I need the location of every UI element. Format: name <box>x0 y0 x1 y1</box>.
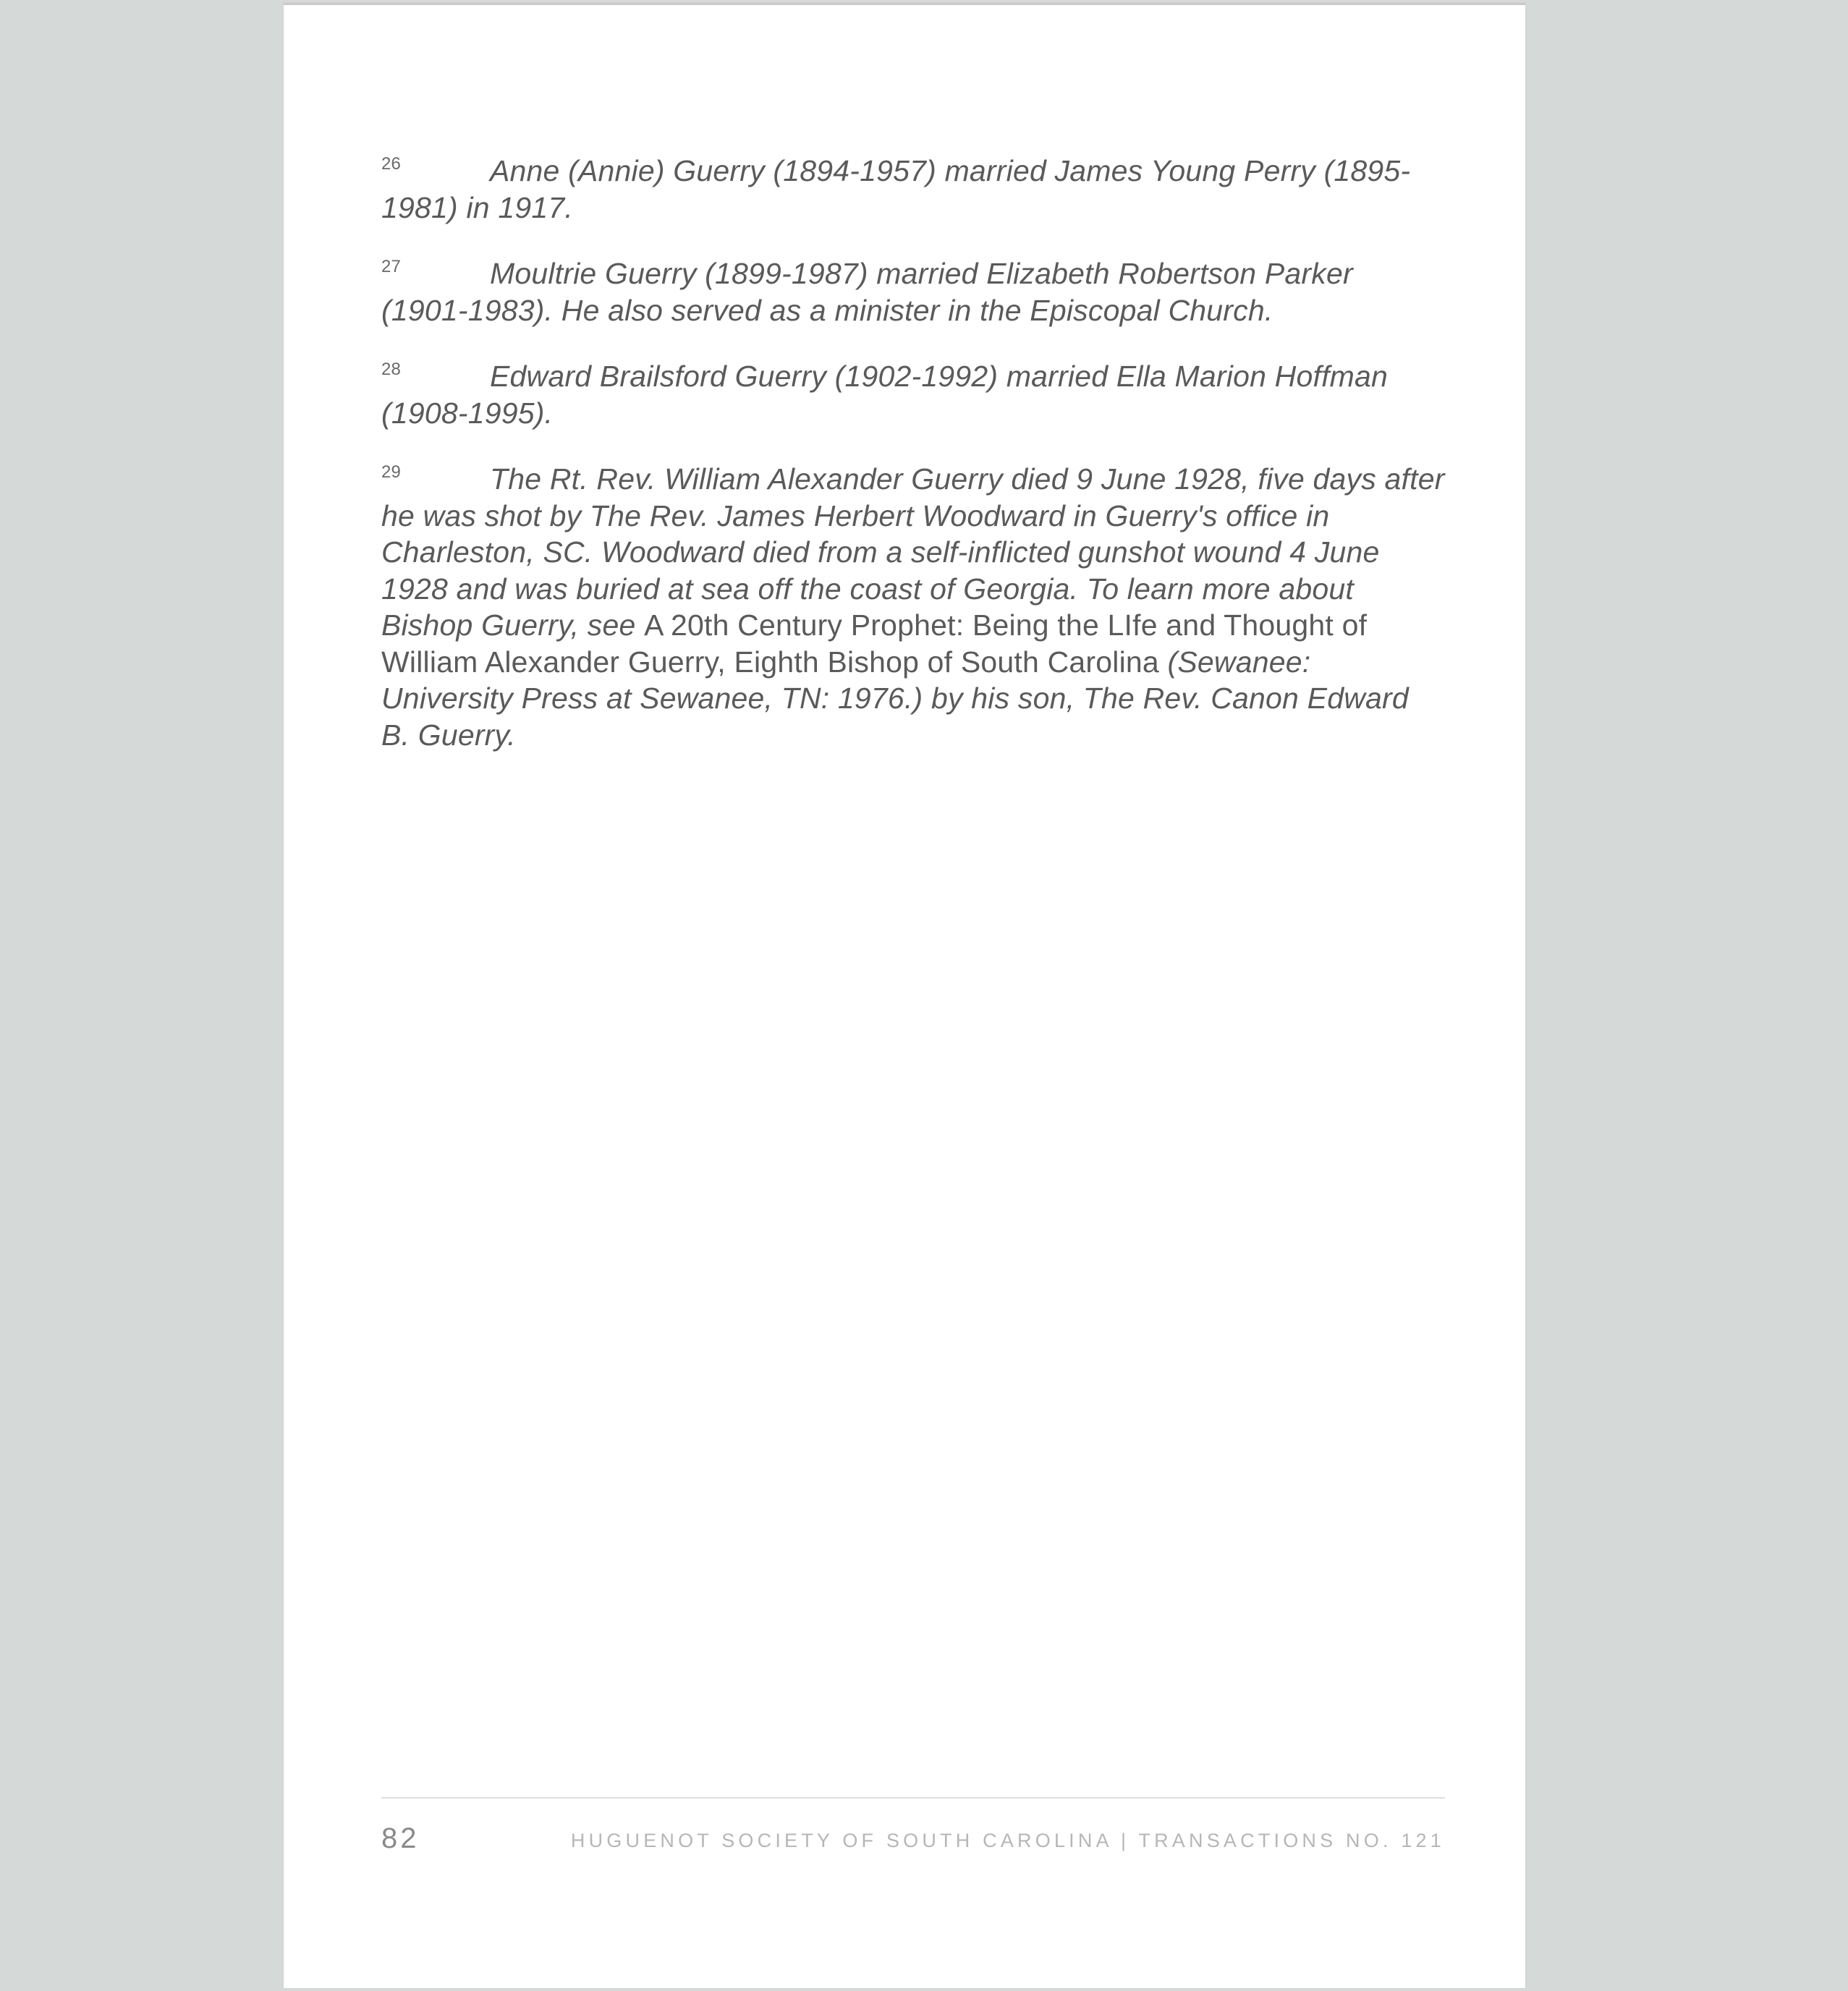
footnote-text-continued: (Sewanee: University Press at Sewanee, TN: 1976.) by his son, The Rev. Canon Edward B. Guerry. <box>381 645 1409 752</box>
page-number: 82 <box>381 1822 420 1854</box>
footnotes-section <box>381 146 1445 776</box>
footnote-27 <box>381 249 1445 328</box>
footnote-29 <box>381 454 1445 753</box>
footnote-28 <box>381 352 1445 431</box>
footnote-number: 28 <box>381 360 402 379</box>
book-title: A 20th Century Prophet: Being the LIfe and Thought of William Alexander Guerry, Eighth Bishop of South Carolina <box>381 608 1368 679</box>
footnote-text: Moultrie Guerry (1899-1987) married Elizabeth Robertson Parker (1901-1983). He also served as a minister in the Episcopal Church. <box>381 257 1353 327</box>
footnote-text: The Rt. Rev. William Alexander Guerry died 9 June 1928, five days after he was shot by The Rev. James Herbert Woodward in Guerry's office in Charleston, SC. Woodward died from a self-inflicted gunshot wound 4 June 1928 and was buried at sea off the coast of Georgia. To learn more about Bishop Guerry, see <box>381 462 1445 642</box>
footnote-number: 26 <box>381 154 402 174</box>
footnote-number: 29 <box>381 462 402 482</box>
footnote-text: Edward Brailsford Guerry (1902-1992) married Ella Marion Hoffman (1908-1995). <box>381 360 1389 430</box>
footer-divider <box>381 1797 1445 1799</box>
book-page <box>284 3 1525 1988</box>
footnote-number: 27 <box>381 257 402 276</box>
page-top-edge <box>284 3 1525 5</box>
running-footer: HUGUENOT SOCIETY OF SOUTH CAROLINA | TRANSACTIONS NO. 121 <box>570 1830 1445 1851</box>
footnote-26 <box>381 146 1445 226</box>
footnote-text: Anne (Annie) Guerry (1894-1957) married James Young Perry (1895-1981) in 1917. <box>381 154 1411 224</box>
